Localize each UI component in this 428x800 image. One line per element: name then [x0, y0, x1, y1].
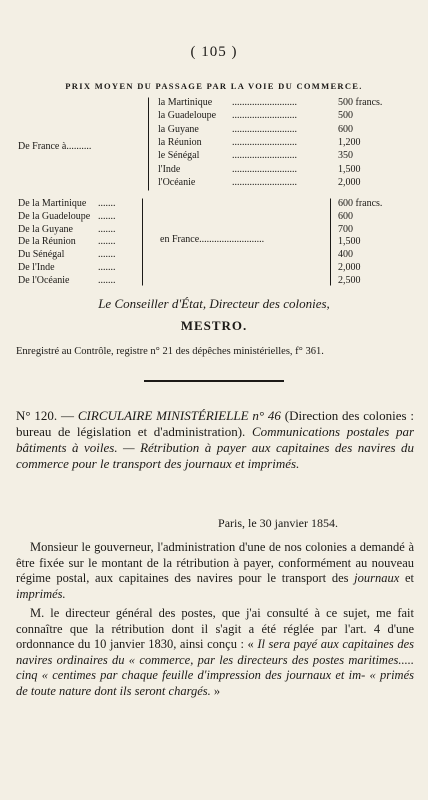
registration-note: Enregistré au Contrôle, registre n° 21 des dépêches ministérielles, f° 361.: [16, 346, 324, 357]
table1-destination: la Réunion: [158, 136, 202, 148]
table2-leader-dots: .......: [98, 262, 116, 273]
circular-title: CIRCULAIRE MINISTÉRIELLE n° 46: [77, 408, 281, 423]
table2-price: 2,000: [338, 262, 361, 273]
table2-price: 2,500: [338, 274, 361, 286]
section-heading: PRIX MOYEN DU PASSAGE PAR LA VOIE DU COMMERCE.: [65, 81, 363, 91]
table2-origin: De la Martinique: [18, 198, 87, 209]
table1-leader-dots: ..........................: [232, 97, 297, 108]
table2-origin: De l'Inde: [18, 262, 55, 273]
table1-leader-dots: ..........................: [232, 123, 297, 135]
circular-subject: Communications postales par bâtiments à voiles. — Rétribution à payer aux capitaines des navires du commerce pour le transport des journaux et imprimés.: [16, 424, 415, 471]
table1-destination: la Martinique: [158, 97, 213, 108]
table2-price: 700: [338, 223, 353, 235]
table1-price: 1,200: [338, 136, 361, 148]
circular-header: [16, 408, 414, 472]
table1-leader-dots: ..........................: [232, 136, 297, 148]
table2-price: 400: [338, 249, 353, 261]
table2-leader-dots: .......: [98, 198, 116, 209]
table1-destination: l'Océanie: [158, 176, 196, 188]
dateline: Paris, le 30 janvier 1854.: [218, 516, 338, 530]
table2-leader-dots: .......: [98, 223, 116, 235]
paragraph-2: M. le directeur général des postes, que j'ai consulté à ce sujet, me fait connaître que la rétribution dont il s'agit a été réglée par l'art. 4 d'une ordonnance du 10 janvier 1830, ainsi conçu : « Il sera payé aux capitaines des navires ordinaires du « commerce, par les directeurs des postes maritimes..... cinq « centimes par chaque feuille d'impression des journaux et im- « primés de toute nature dont ils seront chargés. »: [16, 606, 414, 698]
table2-origin: De la Guadeloupe: [18, 210, 91, 222]
table1-destination: la Guadeloupe: [158, 110, 217, 122]
letter-body: [16, 540, 414, 703]
table2-origin: Du Sénégal: [18, 249, 65, 261]
table1-price: 600: [338, 123, 353, 135]
table1-leader-dots: ..........................: [232, 176, 297, 188]
signature-title: Le Conseiller d'État, Directeur des colonies,: [98, 296, 330, 311]
table2-origin: De la Guyane: [18, 223, 73, 235]
circular-desc: (Direction des colonies : bureau de législation et d'administration).: [16, 408, 414, 439]
table2-origin: De l'Océanie: [18, 274, 70, 286]
table1-destination: l'Inde: [158, 163, 181, 175]
table1-leader-dots: ..........................: [232, 163, 297, 175]
table1-price: 1,500: [338, 163, 361, 175]
table2-leader-dots: .......: [98, 249, 116, 261]
table1-price: 2,000: [338, 176, 361, 188]
page-number: ( 105 ): [190, 44, 238, 60]
signature-name: MESTRO.: [180, 318, 248, 333]
table1-origin: De France à..........: [18, 141, 92, 152]
table1-leader-dots: ..........................: [232, 150, 297, 162]
table2-brace-left: [136, 198, 143, 286]
table2-price: 600: [338, 210, 353, 222]
table2-origin: De la Réunion: [18, 236, 76, 248]
table1-price: 500: [338, 110, 353, 122]
section-divider: [144, 380, 284, 382]
table2-leader-dots: .......: [98, 274, 116, 286]
table2-price: 600 francs.: [338, 198, 383, 209]
table1-price: 350: [338, 150, 353, 162]
table1-leader-dots: ..........................: [232, 110, 297, 122]
circular-number: N° 120. —: [16, 408, 75, 423]
table2-leader-dots: .......: [98, 236, 116, 248]
table2-leader-dots: .......: [98, 210, 116, 222]
table2-brace-right: [330, 198, 337, 286]
table2-destination: en France..........................: [160, 234, 265, 245]
table1-destination: la Guyane: [158, 123, 199, 135]
table2-price: 1,500: [338, 236, 361, 248]
table1-destination: le Sénégal: [158, 150, 200, 162]
table1-price: 500 francs.: [338, 97, 383, 108]
paragraph-1: Monsieur le gouverneur, l'administration d'une de nos colonies a demandé à être fixée sur le montant de la rétribution à payer, conformément au nouveau régime postal, aux capitaines des navires pour le transport des journaux et imprimés.: [16, 540, 414, 601]
table1-brace: [148, 97, 155, 191]
